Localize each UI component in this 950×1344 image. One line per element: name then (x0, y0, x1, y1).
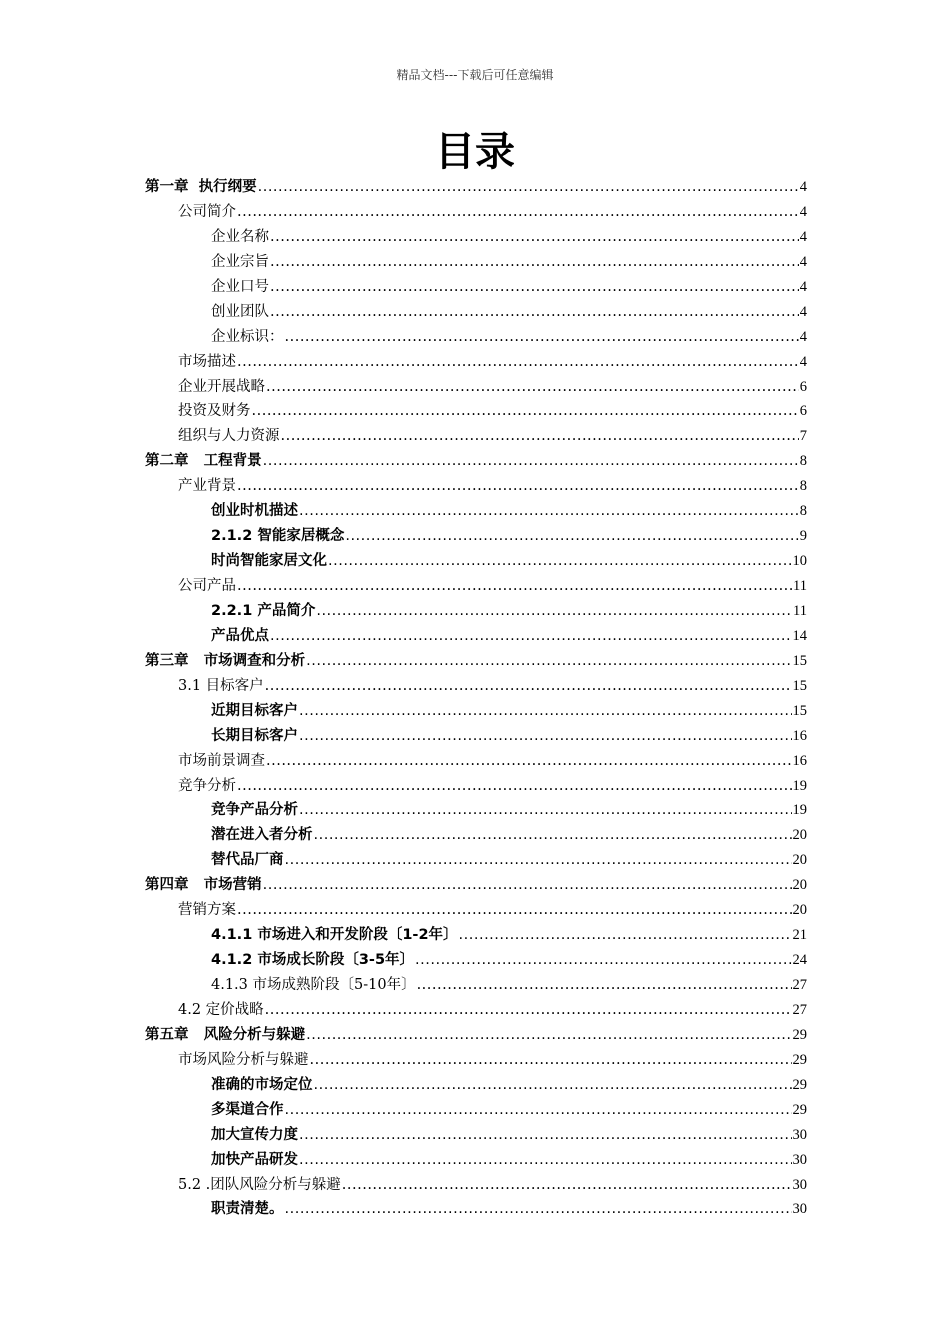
toc-entry-title: 2.1.2 智能家居概念 (211, 528, 345, 545)
toc-entry-title: 第五章 风险分析与躲避 (145, 1026, 306, 1043)
page-header: 精品文档---下载后可任意编辑 (396, 68, 554, 82)
toc-entry[interactable] (0, 375, 950, 400)
toc-page-number: 20 (792, 877, 807, 894)
toc-entry[interactable] (0, 749, 950, 774)
toc-entry-title: 营销方案 (178, 902, 236, 919)
toc-entry-title: 第一章 执行纲要 (145, 179, 257, 195)
toc-dot-leader (263, 873, 792, 898)
toc-entry[interactable] (0, 424, 950, 449)
toc-entry-title: 竞争分析 (178, 777, 236, 794)
toc-page-number: 20 (792, 852, 807, 869)
toc-entry[interactable] (0, 225, 950, 250)
toc-entry[interactable] (0, 948, 950, 973)
toc-entry[interactable] (0, 823, 950, 848)
toc-dot-leader (237, 350, 799, 375)
toc-dot-leader (265, 674, 792, 699)
toc-page-number: 27 (792, 1001, 807, 1018)
toc-entry[interactable] (0, 599, 950, 624)
toc-entry-title: 公司简介 (178, 203, 236, 220)
toc-entry-title: 创业时机描述 (211, 503, 298, 520)
toc-entry[interactable] (0, 1173, 950, 1198)
toc-entry-title: 替代品厂商 (211, 852, 284, 869)
toc-entry-title: 第四章 市场营销 (145, 877, 262, 894)
toc-entry-title: 竞争产品分析 (211, 802, 298, 819)
toc-page-number: 19 (792, 802, 807, 819)
toc-entry-title: 企业口号 (211, 278, 269, 295)
toc-page-number: 10 (792, 553, 807, 570)
toc-page-number: 29 (792, 1076, 807, 1093)
toc-entry[interactable] (0, 998, 950, 1023)
toc-entry-title: 4.1.2 市场成长阶段〔3-5年〕 (211, 952, 415, 969)
toc-page-number: 4 (799, 328, 807, 345)
toc-entry[interactable] (0, 300, 950, 325)
toc-dot-leader (328, 549, 792, 574)
toc-entry-title: 5.2 .团队风险分析与躲避 (178, 1176, 341, 1193)
toc-entry-title: 多渠道合作 (211, 1101, 284, 1118)
toc-dot-leader (270, 300, 799, 325)
toc-page-number: 21 (792, 927, 807, 944)
toc-entry[interactable] (0, 674, 950, 699)
toc-page-number: 4 (799, 353, 807, 370)
toc-entry-title: 公司产品 (178, 578, 236, 594)
toc-dot-leader (299, 798, 792, 823)
toc-entry[interactable] (0, 973, 950, 998)
toc-entry-title: 企业标识： (211, 328, 284, 345)
toc-dot-leader (237, 574, 792, 599)
toc-entry-title: 3.1 目标客户 (178, 677, 264, 694)
toc-entry-title: 企业名称 (211, 228, 269, 245)
toc-dot-leader (316, 599, 792, 624)
toc-entry-title: 加快产品研发 (211, 1151, 298, 1168)
toc-entry[interactable] (0, 474, 950, 499)
toc-entry[interactable] (0, 325, 950, 350)
toc-entry[interactable] (0, 898, 950, 923)
toc-page-number: 30 (792, 1151, 807, 1168)
toc-entry-title: 第二章 工程背景 (145, 453, 262, 470)
toc-page-number: 8 (799, 453, 807, 470)
toc-page-number: 11 (793, 602, 807, 619)
toc-page-number: 8 (799, 478, 807, 495)
toc-dot-leader (258, 175, 799, 200)
toc-dot-leader (417, 973, 792, 998)
toc-page-number: 30 (792, 1201, 807, 1218)
toc-entry-title: 产品优点 (211, 627, 269, 644)
toc-entry[interactable] (0, 848, 950, 873)
toc-entry-title: 4.2 定价战略 (178, 1001, 264, 1018)
toc-entry-title: 4.1.3 市场成熟阶段〔5-10年〕 (211, 977, 416, 993)
toc-dot-leader (237, 774, 792, 799)
toc-dot-leader (314, 1073, 792, 1098)
toc-entry[interactable] (0, 624, 950, 649)
toc-entry[interactable] (0, 1148, 950, 1173)
toc-entry[interactable] (0, 175, 950, 200)
toc-entry[interactable] (0, 350, 950, 375)
toc-dot-leader (237, 474, 799, 499)
toc-dot-leader (266, 375, 799, 400)
toc-entry-title: 长期目标客户 (211, 727, 298, 744)
toc-dot-leader (285, 1197, 792, 1222)
toc-page-number: 4 (799, 253, 807, 270)
toc-page-number: 19 (792, 777, 807, 794)
toc-page-number: 15 (792, 652, 807, 669)
toc-title: 目录 (435, 129, 515, 175)
toc-dot-leader (252, 399, 799, 424)
toc-entry[interactable] (0, 1098, 950, 1123)
toc-page-number: 9 (799, 528, 807, 545)
toc-entry-title: 产业背景 (178, 478, 236, 495)
toc-entry-title: 企业宗旨 (211, 253, 269, 270)
toc-page-number: 24 (792, 952, 807, 969)
toc-entry[interactable] (0, 549, 950, 574)
toc-entry[interactable] (0, 923, 950, 948)
toc-dot-leader (281, 424, 799, 449)
toc-page-number: 4 (799, 179, 807, 195)
toc-dot-leader (306, 1023, 791, 1048)
toc-entry[interactable] (0, 1023, 950, 1048)
toc-entry[interactable] (0, 798, 950, 823)
toc-page-number: 4 (799, 303, 807, 320)
toc-entry[interactable] (0, 524, 950, 549)
toc-dot-leader (270, 225, 799, 250)
toc-dot-leader (459, 923, 792, 948)
toc-entry[interactable] (0, 200, 950, 225)
toc-page-number: 20 (792, 902, 807, 919)
toc-page-number: 14 (792, 627, 807, 644)
toc-page-number: 27 (792, 977, 807, 993)
table-of-contents (0, 175, 950, 1222)
toc-page-number: 6 (799, 403, 807, 420)
toc-entry-title: 企业开展战略 (178, 378, 265, 395)
toc-dot-leader (265, 998, 792, 1023)
toc-entry-title: 4.1.1 市场进入和开发阶段〔1-2年〕 (211, 927, 458, 944)
toc-dot-leader (310, 1048, 792, 1073)
toc-entry-title: 准确的市场定位 (211, 1076, 313, 1093)
toc-dot-leader (285, 325, 799, 350)
toc-dot-leader (299, 499, 799, 524)
toc-entry-title: 潜在进入者分析 (211, 827, 313, 844)
toc-entry[interactable] (0, 1073, 950, 1098)
toc-dot-leader (345, 524, 798, 549)
toc-entry-title: 2.2.1 产品简介 (211, 602, 316, 619)
toc-dot-leader (299, 724, 792, 749)
toc-entry-title: 投资及财务 (178, 403, 251, 420)
toc-dot-leader (285, 1098, 792, 1123)
toc-page-number: 8 (799, 503, 807, 520)
toc-dot-leader (270, 275, 799, 300)
toc-dot-leader (306, 649, 791, 674)
toc-entry-title: 创业团队 (211, 303, 269, 320)
toc-entry-title: 市场描述 (178, 353, 236, 370)
toc-dot-leader (270, 624, 792, 649)
toc-entry[interactable] (0, 250, 950, 275)
toc-page-number: 15 (792, 677, 807, 694)
toc-entry[interactable] (0, 399, 950, 424)
toc-page-number: 4 (799, 203, 807, 220)
toc-entry-title: 市场前景调查 (178, 752, 265, 769)
toc-page-number: 11 (793, 578, 807, 594)
toc-entry[interactable] (0, 1048, 950, 1073)
toc-dot-leader (266, 749, 792, 774)
toc-entry[interactable] (0, 1123, 950, 1148)
toc-entry-title: 第三章 市场调查和分析 (145, 652, 306, 669)
toc-page-number: 30 (792, 1176, 807, 1193)
toc-entry-title: 近期目标客户 (211, 702, 298, 719)
toc-dot-leader (237, 200, 799, 225)
toc-entry[interactable] (0, 449, 950, 474)
toc-entry[interactable] (0, 574, 950, 599)
toc-entry[interactable] (0, 499, 950, 524)
toc-entry-title: 职责清楚。 (211, 1201, 284, 1218)
toc-dot-leader (237, 898, 792, 923)
toc-dot-leader (285, 848, 792, 873)
toc-page-number: 20 (792, 827, 807, 844)
toc-dot-leader (299, 1123, 792, 1148)
toc-page-number: 16 (792, 752, 807, 769)
toc-dot-leader (299, 699, 792, 724)
toc-entry[interactable] (0, 873, 950, 898)
toc-page-number: 30 (792, 1126, 807, 1143)
toc-entry[interactable] (0, 724, 950, 749)
toc-entry-title: 市场风险分析与躲避 (178, 1051, 309, 1068)
toc-page-number: 29 (792, 1051, 807, 1068)
toc-dot-leader (314, 823, 792, 848)
toc-entry[interactable] (0, 649, 950, 674)
toc-entry[interactable] (0, 1197, 950, 1222)
toc-page-number: 15 (792, 702, 807, 719)
toc-page-number: 4 (799, 228, 807, 245)
toc-dot-leader (270, 250, 799, 275)
toc-page-number: 29 (792, 1026, 807, 1043)
toc-page-number: 6 (799, 378, 807, 395)
toc-page-number: 7 (799, 428, 807, 445)
toc-page-number: 29 (792, 1101, 807, 1118)
toc-dot-leader (299, 1148, 792, 1173)
toc-entry[interactable] (0, 699, 950, 724)
toc-entry-title: 加大宣传力度 (211, 1126, 298, 1143)
toc-page-number: 16 (792, 727, 807, 744)
toc-dot-leader (342, 1173, 792, 1198)
toc-entry-title: 时尚智能家居文化 (211, 553, 327, 570)
toc-entry-title: 组织与人力资源 (178, 428, 280, 445)
toc-dot-leader (415, 948, 791, 973)
toc-dot-leader (263, 449, 799, 474)
toc-entry[interactable] (0, 275, 950, 300)
toc-entry[interactable] (0, 774, 950, 799)
toc-page-number: 4 (799, 278, 807, 295)
